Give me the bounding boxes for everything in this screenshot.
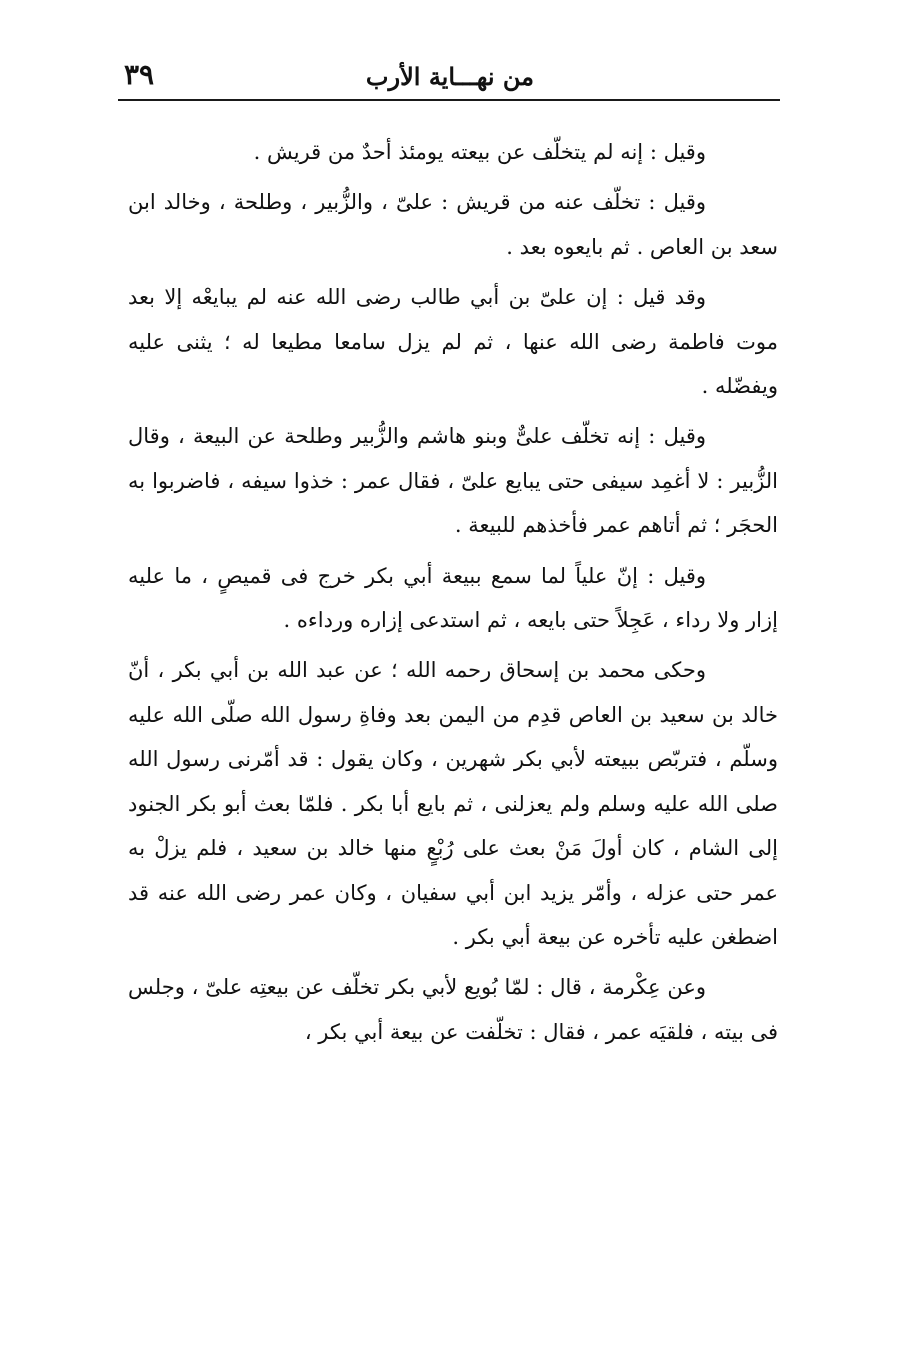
- running-title: من نهـــاية الأرب: [365, 62, 534, 91]
- paragraph: وقيل : إنّ علياً لما سمع ببيعة أبي بكر خرج فى قميصٍ ، ما عليه إزار ولا رداء ، عَجِلاً حتى بايعه ، ثم استدعى إزاره ورداءه .: [128, 563, 778, 633]
- paragraph: وقيل : تخلّف عنه من قريش : علىّ ، والزُّبير ، وطلحة ، وخالد ابن سعد بن العاص . ثم بايعوه بعد .: [128, 190, 778, 259]
- page-header: [118, 52, 780, 96]
- text-body: [128, 130, 778, 1060]
- paragraph: وقيل : إنه لم يتخلّف عن بيعته يومئذ أحدٌ من قريش .: [253, 140, 706, 164]
- paragraph: وقد قيل : إن علىّ بن أبي طالب رضى الله عنه لم يبايعْه إلا بعد موت فاطمة رضى الله عنها ، ثم لم يزل سامعا مطيعا له ؛ يثنى عليه ويفضّله .: [128, 285, 778, 399]
- paragraph: وحكى محمد بن إسحاق رحمه الله ؛ عن عبد الله بن أبي بكر ، أنّ خالد بن سعيد بن العاص قدِم من اليمن بعد وفاةِ رسول الله صلّى الله عليه وسلّم ، فتربّص ببيعته لأبي بكر شهرين ، وكان يقول : قد أمّرنى رسول الله صلى الله عليه وسلم ولم يعزلنى ، ثم بايع أبا بكر . فلمّا بعث أبو بكر الجنود إلى الشام ، كان أولَ مَنْ بعث على رُبْعٍ منها خالد بن سعيد ، فلم يزلْ به عمر حتى عزله ، وأمّر يزيد ابن أبي سفيان ، وكان عمر رضى الله عنه قد اضطغن عليه تأخره عن بيعة أبي بكر .: [128, 658, 778, 949]
- paragraph: وقيل : إنه تخلّف علىٌّ وبنو هاشم والزُّبير وطلحة عن البيعة ، وقال الزُّبير : لا أغمِد سيفى حتى يبايع علىّ ، فقال عمر : خذوا سيفه ، فاضربوا به الحجَر ؛ ثم أتاهم عمر فأخذهم للبيعة .: [128, 424, 778, 538]
- page-number: ٣٩: [124, 58, 155, 91]
- header-rule: [118, 99, 780, 101]
- paragraph: وعن عِكْرمة ، قال : لمّا بُويع لأبي بكر تخلّف عن بيعتِه علىّ ، وجلس فى بيته ، فلقيَه عمر ، فقال : تخلّفت عن بيعة أبي بكر ،: [128, 975, 778, 1044]
